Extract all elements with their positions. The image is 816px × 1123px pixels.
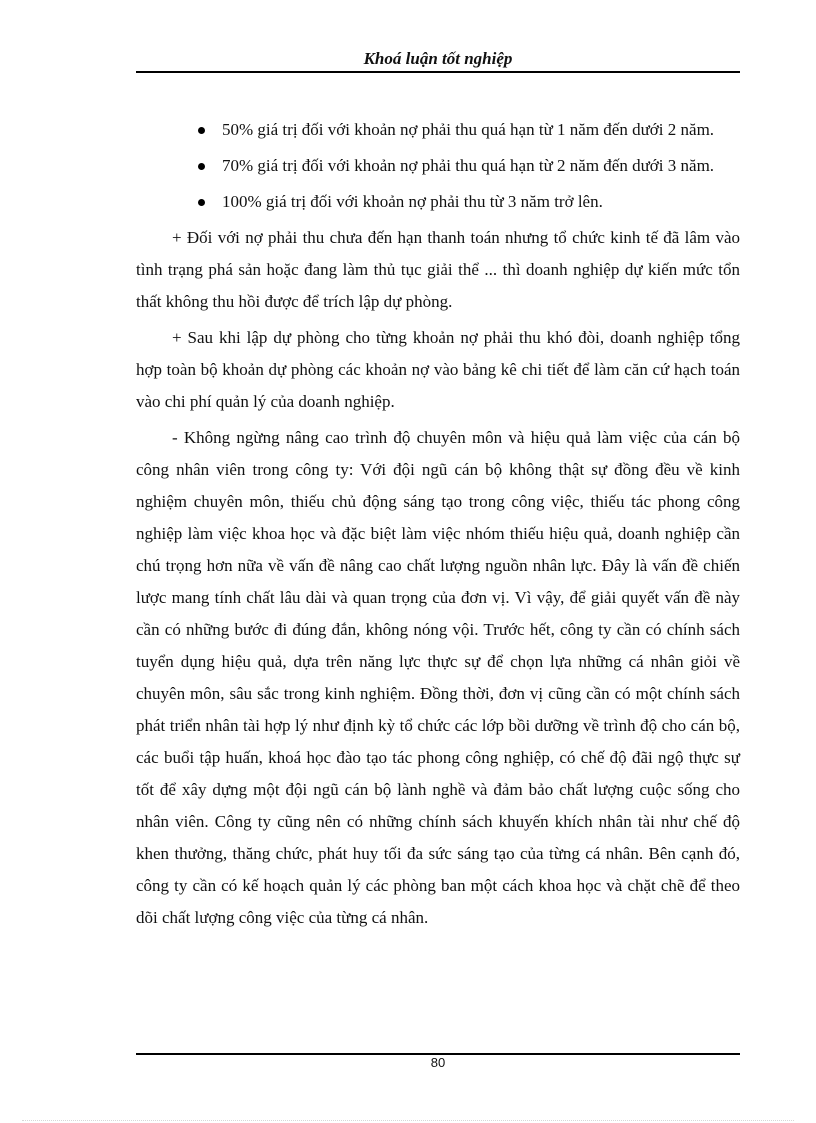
header-divider: [136, 71, 740, 73]
bullet-text: 70% giá trị đối với khoản nợ phải thu quá hạn từ 2 năm đến dưới 3 năm.: [222, 156, 715, 175]
page-number: 80: [430, 1055, 446, 1070]
bullet-dot-icon: [198, 127, 205, 134]
bullet-list: [136, 114, 740, 218]
bullet-text: 100% giá trị đối với khoản nợ phải thu từ 3 năm trở lên.: [222, 192, 603, 211]
bullet-dot-icon: [198, 163, 205, 170]
paragraph-provision-summary: + Sau khi lập dự phòng cho từng khoản nợ phải thu khó đòi, doanh nghiệp tổng hợp toàn bộ khoản dự phòng các khoản nợ vào bảng kê chi tiết để làm căn cứ hạch toán vào chi phí quản lý của doanh nghiệp.: [136, 328, 740, 411]
paragraph-staff-development: - Không ngừng nâng cao trình độ chuyên môn và hiệu quả làm việc của cán bộ công nhân viên trong công ty: Với đội ngũ cán bộ không thật sự đồng đều về kinh nghiệm chuyên môn, thiếu chủ động sáng tạo trong công việc, thiếu tác phong công nghiệp làm việc khoa học và đặc biệt làm việc nhóm thiếu hiệu quả, doanh nghiệp cần chú trọng hơn nữa về vấn đề nâng cao chất lượng nguồn nhân lực. Đây là vấn đề chiến lược mang tính chất lâu dài và quan trọng của đơn vị. Vì vậy, để giải quyết vấn đề này cần có những bước đi đúng đắn, không nóng vội. Trước hết, công ty cần có chính sách tuyển dụng hiệu quả, dựa trên năng lực thực sự để chọn lựa những cá nhân giỏi về chuyên môn, sâu sắc trong kinh nghiệm. Đồng thời, đơn vị cũng cần có một chính sách phát triển nhân tài hợp lý như định kỳ tổ chức các lớp bồi dưỡng về trình độ cho cán bộ, các buổi tập huấn, khoá học đào tạo tác phong công nghiệp, có chế độ đãi ngộ thực sự tốt để xây dựng một đội ngũ cán bộ lành nghề và đảm bảo chất lượng cuộc sống cho nhân viên. Công ty cũng nên có những chính sách khuyến khích nhân tài như chế độ khen thưởng, thăng chức, phát huy tối đa sức sáng tạo của từng cá nhân. Bên cạnh đó, công ty cần có kế hoạch quản lý các phòng ban một cách khoa học và chặt chẽ để theo dõi chất lượng công việc của từng cá nhân.: [136, 428, 740, 927]
bullet-item: [136, 186, 740, 218]
page-edge-line: [22, 1120, 794, 1121]
bullet-item: [136, 150, 740, 182]
bullet-text: 50% giá trị đối với khoản nợ phải thu quá hạn từ 1 năm đến dưới 2 năm.: [222, 120, 715, 139]
bullet-item: [136, 114, 740, 146]
bullet-dot-icon: [198, 199, 205, 206]
page-body: [136, 114, 740, 938]
page-header-title: Khoá luận tốt nghiệp: [363, 49, 513, 68]
paragraph-overdue-receivables: + Đối với nợ phải thu chưa đến hạn thanh toán nhưng tổ chức kinh tế đã lâm vào tình trạng phá sản hoặc đang làm thủ tục giải thể ... thì doanh nghiệp dự kiến mức tổn thất không thu hồi được để trích lập dự phòng.: [136, 228, 740, 311]
